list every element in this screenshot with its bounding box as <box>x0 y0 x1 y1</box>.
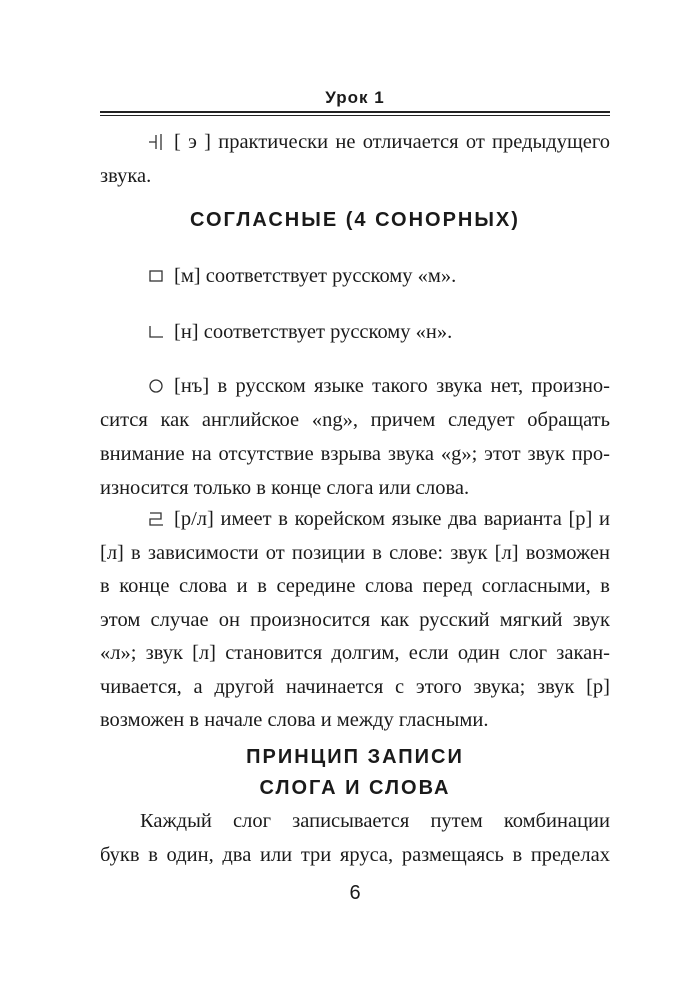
paragraph-m: [м] соответствует русскому «м». <box>100 264 610 288</box>
paragraph-r-line: возможен в начале слова и между гласными. <box>100 709 489 731</box>
paragraph-r-line: [р/л] имеет в корейском языке два варианта [р] и <box>100 507 610 531</box>
paragraph-ng-line: [нъ] в русском языке такого звука нет, произно- <box>100 374 610 398</box>
header-rule <box>100 111 610 116</box>
hangul-e-icon <box>146 132 166 152</box>
hangul-ng-icon <box>146 376 166 396</box>
paragraph-n: [н] соответствует русскому «н». <box>100 320 610 344</box>
section-heading-principle-line2: СЛОГА И СЛОВА <box>259 777 451 799</box>
paragraph-r-line: в конце слова и в середине слова перед согласными, в <box>100 575 610 597</box>
paragraph-r-line: «л»; звук [л] становится долгим, если один слог закан- <box>100 642 610 664</box>
paragraph-e-line: [ э ] практически не отличается от предыдущего <box>100 130 610 154</box>
paragraph-r-line: чивается, а другой начинается с этого звука; звук [р] <box>100 676 610 698</box>
paragraph-e-line: звука. <box>100 165 152 187</box>
hangul-m-icon <box>146 266 166 286</box>
section-heading-consonants: СОГЛАСНЫЕ (4 СОНОРНЫХ) <box>190 209 520 231</box>
paragraph-ng-line: внимание на отсутствие взрыва звука «g»; этот звук про- <box>100 443 610 465</box>
paragraph-syllable-line: Каждый слог записывается путем комбинации <box>140 810 610 832</box>
section-heading-principle-line1: ПРИНЦИП ЗАПИСИ <box>246 746 464 768</box>
paragraph-r-line: [л] в зависимости от позиции в слове: звук [л] возможен <box>100 542 610 564</box>
hangul-r-icon <box>146 509 166 529</box>
hangul-n-icon <box>146 322 166 342</box>
paragraph-ng-line: износится только в конце слога или слова. <box>100 477 470 499</box>
paragraph-r-line: этом случае он произносится как русский мягкий звук <box>100 609 610 631</box>
paragraph-ng-line: сится как английское «ng», причем следует обращать <box>100 409 610 431</box>
running-header: Урок 1 <box>325 88 385 107</box>
paragraph-syllable-line: букв в один, два или три яруса, размещаясь в пределах <box>100 844 610 866</box>
page-number: 6 <box>349 882 361 904</box>
